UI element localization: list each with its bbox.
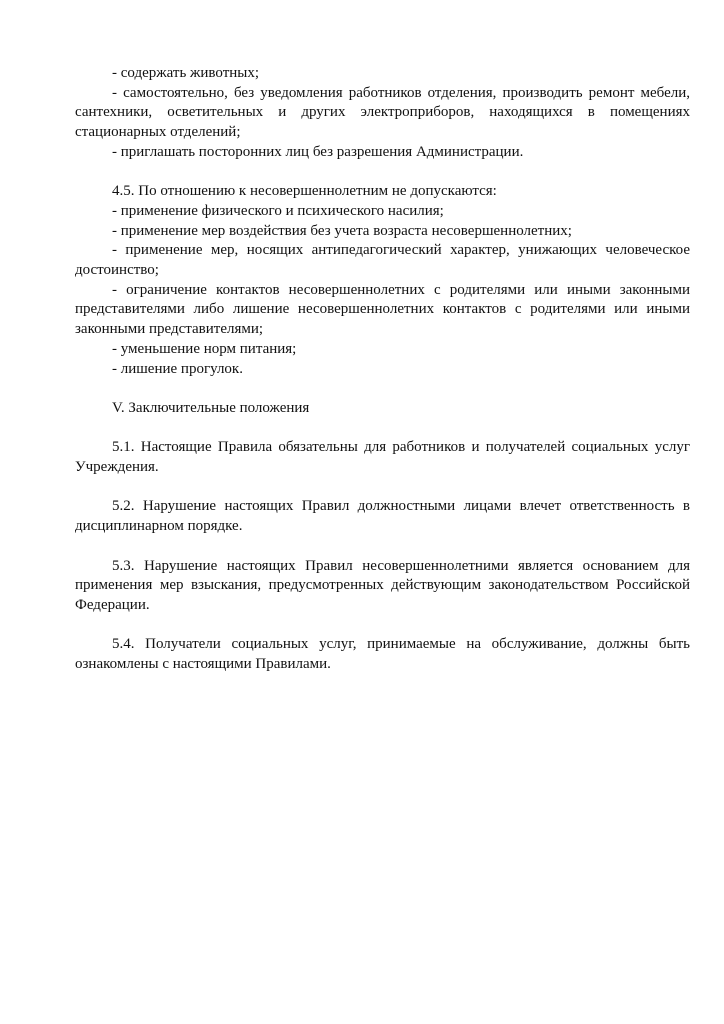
list-item: - применение физического и психического насилия; (112, 202, 444, 219)
list-item: - лишение прогулок. (112, 360, 243, 377)
list-item: - приглашать посторонних лиц без разрешения Администрации. (112, 143, 524, 160)
list-item: - применение мер, носящих антипедагогический характер, унижающих человеческое достоинство; (75, 242, 690, 279)
list-item: - ограничение контактов несовершеннолетних с родителями или иными законными представителями либо лишение несовершеннолетних контактов с родителями или иными законными представителями; (75, 281, 690, 338)
clause-5-2: 5.2. Нарушение настоящих Правил должностными лицами влечет ответственность в дисциплинарном порядке. (75, 498, 690, 535)
list-item: - самостоятельно, без уведомления работников отделения, производить ремонт мебели, сантехники, осветительных и других электроприборов, находящихся в помещениях стационарных отделений; (75, 84, 690, 141)
paragraph-gap (75, 616, 690, 636)
clause-heading-4-5: 4.5. По отношению к несовершеннолетним не допускаются: (112, 183, 497, 200)
clause-5-1: 5.1. Настоящие Правила обязательны для работников и получателей социальных услуг Учреждения. (75, 439, 690, 476)
clause-5-4: 5.4. Получатели социальных услуг, принимаемые на обслуживание, должны быть ознакомлены с настоящими Правилами. (75, 636, 690, 672)
paragraph-gap (75, 537, 690, 557)
list-item: - содержать животных; (112, 65, 260, 81)
list-item: - уменьшение норм питания; (112, 340, 297, 357)
paragraph-gap (75, 419, 690, 439)
paragraph-gap (75, 379, 690, 399)
clause-5-3: 5.3. Нарушение настоящих Правил несовершеннолетними является основанием для применения мер взыскания, предусмотренных действующим законодательством Российской Федерации. (75, 557, 690, 613)
paragraph-gap (75, 478, 690, 498)
document-page (75, 64, 690, 675)
paragraph-gap (75, 163, 690, 183)
list-item: - применение мер воздействия без учета возраста несовершеннолетних; (112, 222, 572, 239)
section-title: V. Заключительные положения (112, 399, 310, 416)
